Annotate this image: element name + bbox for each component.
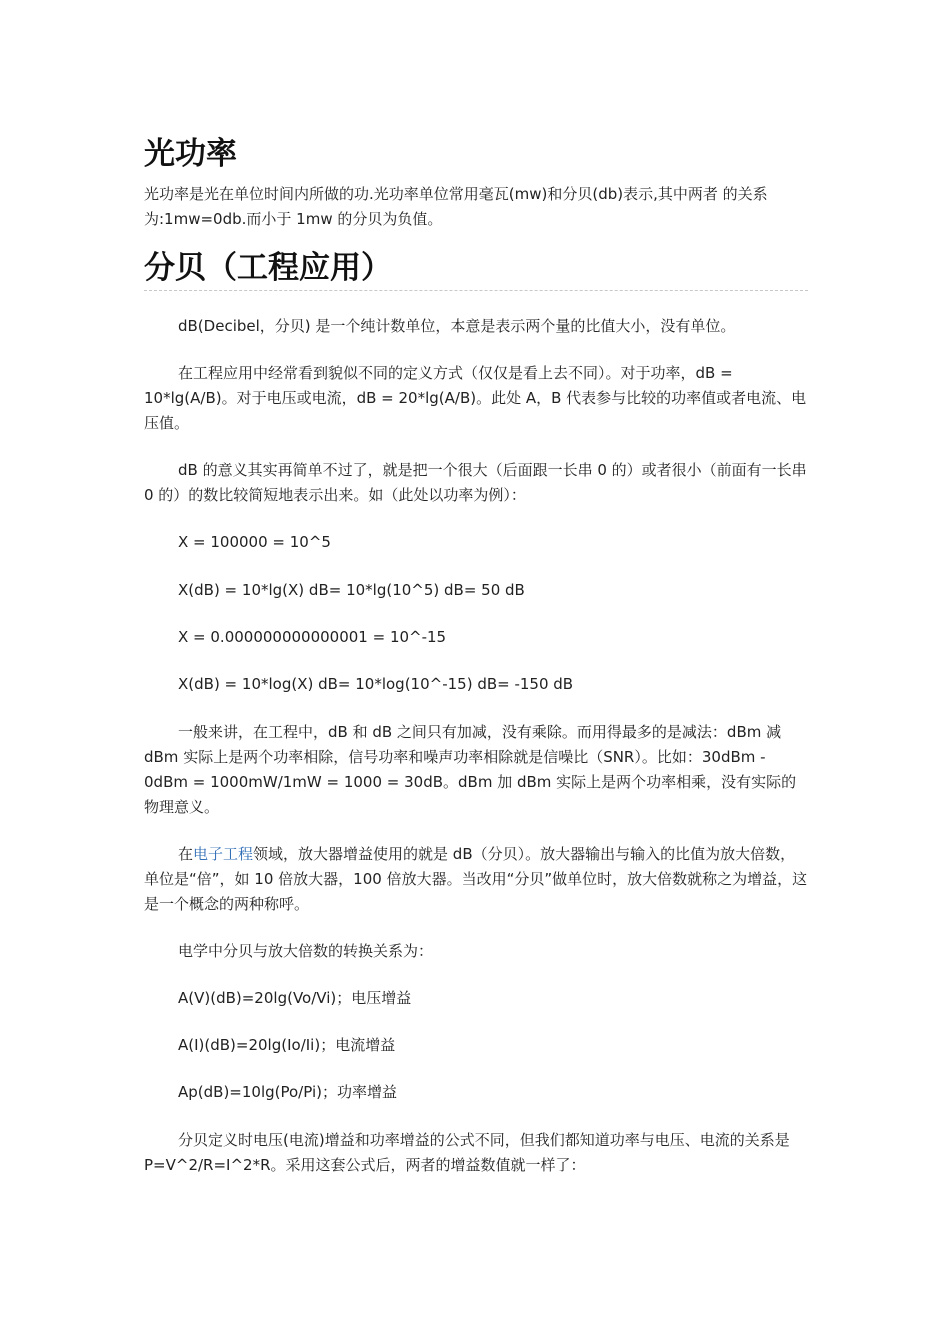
- paragraph-amplifier-gain: [144, 842, 808, 917]
- paragraph-gain-consistency: 分贝定义时电压(电流)增益和功率增益的公式不同，但我们都知道功率与电压、电流的关系是 P=V^2/R=I^2*R。采用这套公式后，两者的增益数值就一样了：: [144, 1131, 790, 1174]
- equation-1: X = 100000 = 10^5: [178, 533, 331, 551]
- optical-power-paragraph: 光功率是光在单位时间内所做的功.光功率单位常用毫瓦(mw)和分贝(db)表示,其中两者 的关系为:1mw=0db.而小于 1mw 的分贝为负值。: [144, 185, 768, 228]
- formula-power-gain: Ap(dB)=10lg(Po/Pi)；功率增益: [178, 1083, 397, 1101]
- paragraph-rest: 领域，放大器增益使用的就是 dB（分贝）。放大器输出与输入的比值为放大倍数，单位是“倍”，如 10 倍放大器，100 倍放大器。当改用“分贝”做单位时，放大倍数就称之为增益，这是一个概念的两种称呼。: [144, 845, 808, 913]
- heading-optical-power: 光功率: [144, 136, 237, 172]
- formula-voltage-gain: A(V)(dB)=20lg(Vo/Vi)；电压增益: [178, 989, 412, 1007]
- heading-divider: [144, 290, 808, 291]
- paragraph-conversion-intro: 电学中分贝与放大倍数的转换关系为：: [178, 942, 434, 960]
- formula-current-gain: A(I)(dB)=20lg(Io/Ii)；电流增益: [178, 1036, 396, 1054]
- paragraph-prefix: 在: [178, 845, 194, 863]
- heading-decibel: 分贝（工程应用）: [144, 250, 392, 286]
- equation-4: X(dB) = 10*log(X) dB= 10*log(10^-15) dB= -150 dB: [178, 675, 574, 693]
- paragraph-decibel-definition: dB(Decibel，分贝) 是一个纯计数单位，本意是表示两个量的比值大小，没有单位。: [178, 317, 736, 335]
- paragraph-definition-forms: 在工程应用中经常看到貌似不同的定义方式（仅仅是看上去不同）。对于功率，dB = 10*lg(A/B)。对于电压或电流，dB = 20*lg(A/B)。此处 A，B 代表参与比较的功率值或者电流、电压值。: [144, 364, 807, 432]
- equation-2: X(dB) = 10*lg(X) dB= 10*lg(10^5) dB= 50 dB: [178, 581, 525, 599]
- electronic-engineering-link[interactable]: 电子工程: [193, 845, 254, 863]
- paragraph-meaning: dB 的意义其实再简单不过了，就是把一个很大（后面跟一长串 0 的）或者很小（前面有一长串 0 的）的数比较简短地表示出来。如（此处以功率为例）：: [144, 461, 807, 504]
- paragraph-addition-subtraction: 一般来讲，在工程中，dB 和 dB 之间只有加减，没有乘除。而用得最多的是减法：dBm 减 dBm 实际上是两个功率相除，信号功率和噪声功率相除就是信噪比（SNR）。比如：30dBm - 0dBm = 1000mW/1mW = 1000 = 30dB。dBm 加 dBm 实际上是两个功率相乘，没有实际的物理意义。: [144, 723, 797, 816]
- equation-3: X = 0.000000000000001 = 10^-15: [178, 628, 447, 646]
